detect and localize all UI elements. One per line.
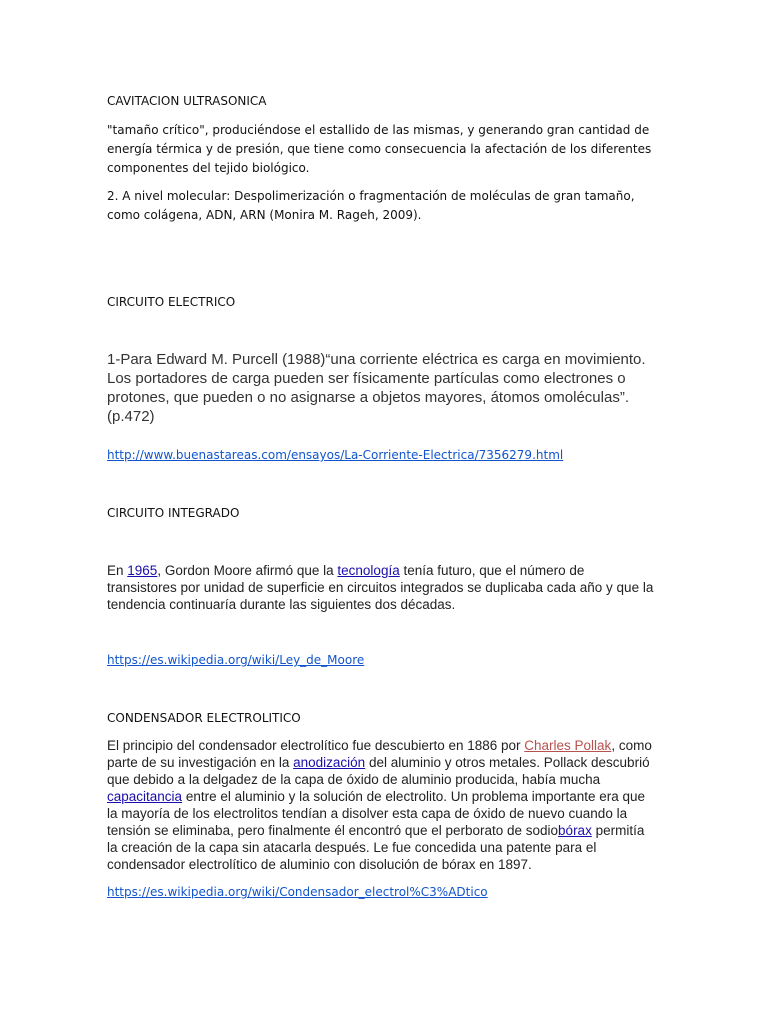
- link-borax[interactable]: bórax: [558, 823, 592, 838]
- quote-purcell: 1-Para Edward M. Purcell (1988)“una corriente eléctrica es carga en movimiento. Los portadores de carga pueden ser físicamente partículas como electrones o protones, que pueden o no asignarse a objetos mayores, átomos omoléculas”. (p.472): [107, 351, 646, 425]
- paragraph-condensador: [107, 737, 657, 873]
- text-fragment: El principio del condensador electrolítico fue descubierto en 1886 por: [107, 738, 525, 753]
- text-fragment: En: [107, 563, 128, 578]
- link-tecnologia[interactable]: tecnología: [337, 563, 400, 578]
- link-ley-de-moore[interactable]: https://es.wikipedia.org/wiki/Ley_de_Moore: [107, 653, 365, 667]
- text-fragment: tenía futuro, que el número de transistores por unidad de superficie en circuitos integrados se duplicaba cada año y que la tendencia continuaría durante las siguientes dos décadas.: [107, 563, 654, 612]
- link-anodizacion[interactable]: anodización: [293, 755, 366, 770]
- heading-circuito-integrado: CIRCUITO INTEGRADO: [107, 506, 240, 520]
- heading-circuito-electrico: CIRCUITO ELECTRICO: [107, 295, 236, 309]
- link-condensador-electrolitico[interactable]: https://es.wikipedia.org/wiki/Condensador_electrol%C3%ADtico: [107, 885, 488, 899]
- link-charles-pollak[interactable]: Charles Pollak: [524, 738, 612, 753]
- text-fragment: permitía la creación de la capa sin atacarla después. Le fue concedida una patente para el condensador electrolítico de aluminio con disolución de bórax en 1897.: [107, 823, 645, 872]
- text-fragment: , como parte de su investigación en la: [107, 738, 652, 770]
- link-buenastareas[interactable]: http://www.buenastareas.com/ensayos/La-Corriente-Electrica/7356279.html: [107, 448, 564, 462]
- paragraph-gordon-moore: [107, 562, 657, 613]
- heading-cavitacion: CAVITACION ULTRASONICA: [107, 94, 267, 108]
- text-fragment: entre el aluminio y la solución de electrolito. Un problema importante era que la mayoría de los electrolitos tendían a disolver esta capa de óxido de nuevo cuando la tensión se eliminaba, pero finalmente él encontró que el perborato de sodio: [107, 789, 646, 838]
- paragraph-nivel-molecular: 2. A nivel molecular: Despolimerización o fragmentación de moléculas de gran tamaño, como colágena, ADN, ARN (Monira M. Rageh, 2009).: [107, 189, 635, 222]
- link-capacitancia[interactable]: capacitancia: [107, 789, 183, 804]
- text-fragment: , Gordon Moore afirmó que la: [157, 563, 338, 578]
- link-1965[interactable]: 1965: [127, 563, 158, 578]
- heading-condensador: CONDENSADOR ELECTROLITICO: [107, 711, 301, 725]
- text-fragment: del aluminio y otros metales. Pollack descubrió que debido a la delgadez de la capa de óxido de aluminio producida, había mucha: [107, 755, 650, 787]
- paragraph-tamano-critico: "tamaño crítico", produciéndose el estallido de las mismas, y generando gran cantidad de energía térmica y de presión, que tiene como consecuencia la afectación de los diferentes componentes del tejido biológico.: [107, 123, 652, 175]
